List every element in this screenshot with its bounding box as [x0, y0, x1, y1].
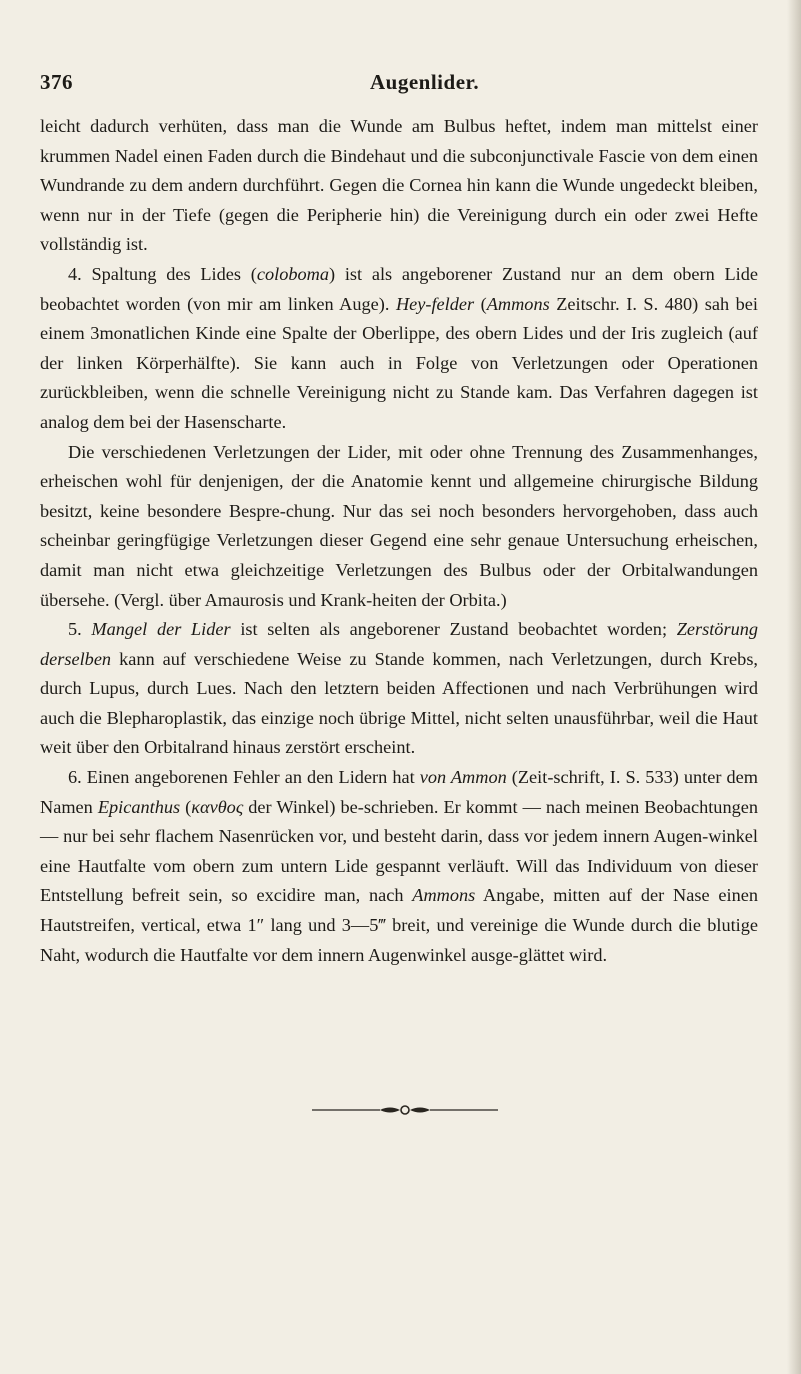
italic-text: coloboma — [256, 263, 329, 284]
running-title: Augenlider. — [370, 70, 480, 94]
text-segment: ( — [180, 796, 192, 817]
paragraph-p1 — [40, 112, 758, 260]
text-segment: Die verschiedenen Verletzungen der Lider, mit oder ohne Trennung des Zusammenhanges, erheischen wohl für denjenigen, der die Anatomie kennt und allgemeine chirurgische Bildung besitzt, keine besondere Bespre-chung. Nur das sei noch besonders hervorgehoben, dass auch scheinbar geringfügige Verletzungen dieser Gegend eine sehr genaue Untersuchung erheischen, damit man nicht etwa gleichzeitige Verletzungen des Bulbus oder der Orbitalwandungen übersehe. (Vergl. über Amaurosis und Krank-heiten der Orbita.) — [40, 441, 758, 610]
italic-text: κανθος — [191, 796, 244, 817]
text-segment: Zeitschr. I. S. 480) sah bei einem 3monatlichen Kinde eine Spalte der Oberlippe, des obern Lides und der Iris zugleich (auf der linken Körperhälfte). Sie kann auch in Folge von Verletzungen oder Operationen zurückbleiben, wenn die schnelle Vereinigung nicht zu Stande kam. Das Verfahren dagegen ist analog dem bei der Hasenscharte. — [40, 293, 758, 432]
italic-text: Hey-felder — [395, 293, 475, 314]
text-segment: 5. — [68, 619, 92, 640]
text-segment: (Zeit-schrift, I. S. 533) unter dem Namen — [40, 767, 758, 817]
text-segment: Angabe, mitten auf der Nase einen Hautstreifen, vertical, etwa 1″ lang und 3—5‴ breit, und vereinige die Wunde durch die blutige Naht, wodurch die Hautfalte vor dem innern Augenwinkel ausge-glättet wird. — [40, 885, 758, 965]
italic-text: von Ammon — [419, 767, 507, 788]
text-segment: 6. Einen angeborenen Fehler an den Lidern hat — [68, 767, 420, 788]
text-segment: kann auf verschiedene Weise zu Stande kommen, nach Verletzungen, durch Krebs, durch Lupus, durch Lues. Nach den letztern beiden Affectionen und nach Verbrühungen wird auch die Blepharoplastik, das einzige noch übrige Mittel, nicht selten unausführbar, weil die Haut weit über den Orbitalrand hinaus zerstört erscheint. — [40, 648, 758, 758]
text-segment: ( — [474, 293, 487, 314]
italic-text: Mangel der Lider — [91, 619, 231, 640]
page-header — [40, 70, 760, 104]
text-segment: ) ist als angeborener Zustand nur an dem obern Lide beobachtet worden (von mir am linken Auge). — [40, 263, 758, 314]
text-segment: 4. Spaltung des Lides ( — [68, 263, 257, 284]
page-number: 376 — [40, 70, 73, 94]
paragraph-p3 — [40, 438, 758, 616]
text-segment: ist selten als angeborener Zustand beobachtet worden; — [230, 619, 677, 640]
page-edge-shadow — [787, 0, 801, 1374]
italic-text: Zerstörung derselben — [40, 619, 758, 669]
italic-text: Epicanthus — [97, 796, 181, 817]
paragraph-p4 — [40, 615, 758, 763]
paragraph-p2 — [40, 260, 758, 438]
text-segment: der Winkel) be-schrieben. Er kommt — nach meinen Beobachtungen — nur bei sehr flachem Nasenrücken vor, und besteht darin, dass vor jedem innern Augen-winkel eine Hautfalte vom obern zum untern Lide gespannt verläuft. Will das Individuum von dieser Entstellung befreit sein, so excidire man, nach — [40, 796, 758, 906]
paragraph-p5 — [40, 763, 758, 970]
text-segment: leicht dadurch verhüten, dass man die Wunde am Bulbus heftet, indem man mittelst einer krummen Nadel einen Faden durch die Bindehaut und die subconjunctivale Fascie von dem einen Wundrande zu dem andern durchführt. Gegen die Cornea hin kann die Wunde ungedeckt bleiben, wenn nur in der Tiefe (gegen die Peripherie hin) die Vereinigung durch ein oder zwei Hefte vollständig ist. — [40, 116, 758, 255]
end-ornament-icon — [310, 1103, 500, 1117]
italic-text: Ammons — [486, 293, 550, 314]
italic-text: Ammons — [412, 885, 476, 906]
body-text — [40, 112, 758, 970]
